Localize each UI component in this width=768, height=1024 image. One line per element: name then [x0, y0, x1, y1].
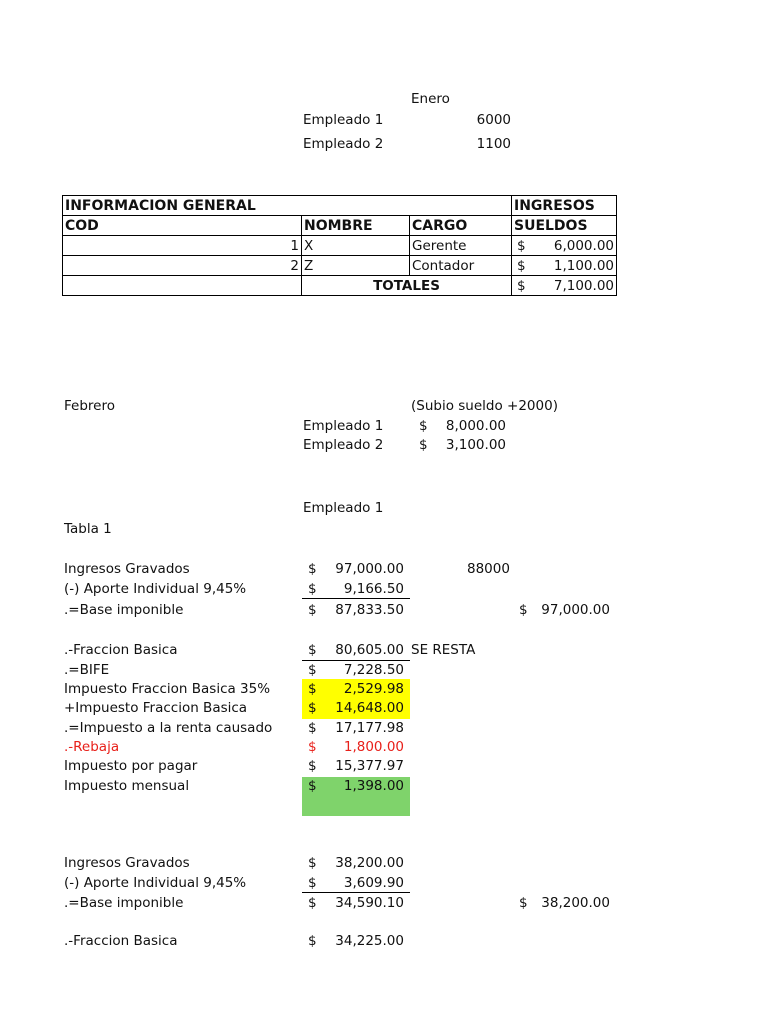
tabla-label: Tabla 1 — [64, 521, 112, 537]
rebaja-value: 1,800.00 — [343, 739, 404, 755]
currency-symbol: $ — [419, 418, 428, 434]
causado-amount — [308, 720, 404, 736]
currency-symbol: $ — [308, 895, 317, 911]
aporte-value: 9,166.50 — [343, 581, 404, 597]
informacion-general-table — [62, 195, 617, 296]
currency-symbol: $ — [308, 700, 317, 716]
fraccion-amount-2 — [308, 933, 404, 949]
fraccion-value: 80,605.00 — [335, 642, 404, 658]
currency-symbol: $ — [308, 758, 317, 774]
febrero-value-2: 3,100.00 — [445, 437, 506, 453]
plus-imp-label: +Impuesto Fraccion Basica — [64, 700, 248, 716]
currency-symbol: $ — [519, 895, 528, 911]
bife-value: 7,228.50 — [343, 662, 404, 678]
febrero-amount-1 — [419, 418, 506, 434]
plus-imp-value: 14,648.00 — [335, 700, 404, 716]
febrero-label-2: Empleado 2 — [303, 437, 384, 453]
header-cargo: CARGO — [410, 216, 512, 236]
fraccion-amount — [308, 642, 404, 658]
ingresos-value-2: 38,200.00 — [335, 855, 404, 871]
rebaja-amount — [308, 739, 404, 755]
imp-frac-value: 2,529.98 — [343, 681, 404, 697]
pagar-value: 15,377.97 — [335, 758, 404, 774]
base-value: 87,833.50 — [335, 602, 404, 618]
base-side-value-2: 38,200.00 — [541, 895, 610, 911]
febrero-title: Febrero — [64, 398, 115, 414]
totales-label: TOTALES — [302, 276, 512, 296]
enero-value-1: 6000 — [476, 112, 511, 128]
cell-cargo: Gerente — [410, 236, 512, 256]
base-amount — [308, 602, 404, 618]
currency-symbol: $ — [308, 933, 317, 949]
pagar-amount — [308, 758, 404, 774]
header-sueldos: SUELDOS — [512, 216, 617, 236]
aporte-value-2: 3,609.90 — [343, 875, 404, 891]
febrero-value-1: 8,000.00 — [445, 418, 506, 434]
cell-cod: 2 — [63, 256, 302, 276]
table-header-row-1 — [63, 196, 617, 216]
ingresos-label-2: Ingresos Gravados — [64, 855, 190, 871]
imp-frac-amount — [308, 681, 404, 697]
base-side-amount — [519, 602, 610, 618]
enero-label-1: Empleado 1 — [303, 112, 384, 128]
cell-nombre: X — [302, 236, 410, 256]
currency-symbol: $ — [517, 237, 526, 254]
pagar-label: Impuesto por pagar — [64, 758, 198, 774]
ingresos-note: 88000 — [467, 561, 510, 577]
febrero-label-1: Empleado 1 — [303, 418, 384, 434]
enero-title: Enero — [411, 91, 450, 107]
cell-nombre: Z — [302, 256, 410, 276]
calc-employee: Empleado 1 — [303, 500, 384, 516]
currency-symbol: $ — [519, 602, 528, 618]
mensual-amount — [308, 778, 404, 794]
header-informacion-general: INFORMACION GENERAL — [63, 196, 512, 216]
currency-symbol: $ — [308, 778, 317, 794]
fraccion-value-2: 34,225.00 — [335, 933, 404, 949]
base-amount-2 — [308, 895, 404, 911]
underline-aporte — [302, 598, 410, 599]
aporte-label-2: (-) Aporte Individual 9,45% — [64, 875, 247, 891]
ingresos-value: 97,000.00 — [335, 561, 404, 577]
sueldo-value: 6,000.00 — [553, 237, 614, 254]
base-side-value: 97,000.00 — [541, 602, 610, 618]
aporte-label: (-) Aporte Individual 9,45% — [64, 581, 247, 597]
currency-symbol: $ — [517, 257, 526, 274]
rebaja-label: .-Rebaja — [64, 739, 120, 755]
causado-value: 17,177.98 — [335, 720, 404, 736]
currency-symbol: $ — [308, 561, 317, 577]
cell-sueldo — [512, 256, 617, 276]
currency-symbol: $ — [308, 581, 317, 597]
currency-symbol: $ — [517, 277, 526, 294]
ingresos-amount-2 — [308, 855, 404, 871]
enero-label-2: Empleado 2 — [303, 136, 384, 152]
causado-label: .=Impuesto a la renta causado — [64, 720, 273, 736]
underline-aporte-2 — [302, 892, 410, 893]
plus-imp-amount — [308, 700, 404, 716]
currency-symbol: $ — [308, 739, 317, 755]
ingresos-amount — [308, 561, 404, 577]
currency-symbol: $ — [308, 875, 317, 891]
fraccion-label-2: .-Fraccion Basica — [64, 933, 178, 949]
fraccion-label: .-Fraccion Basica — [64, 642, 178, 658]
bife-label: .=BIFE — [64, 662, 110, 678]
table-row — [63, 236, 617, 256]
header-nombre: NOMBRE — [302, 216, 410, 236]
cell-cargo: Contador — [410, 256, 512, 276]
base-side-amount-2 — [519, 895, 610, 911]
currency-symbol: $ — [308, 681, 317, 697]
base-label-2: .=Base imponible — [64, 895, 184, 911]
underline-fraccion — [302, 660, 410, 661]
bife-amount — [308, 662, 404, 678]
febrero-amount-2 — [419, 437, 506, 453]
aporte-amount-2 — [308, 875, 404, 891]
mensual-value: 1,398.00 — [343, 778, 404, 794]
imp-frac-label: Impuesto Fraccion Basica 35% — [64, 681, 271, 697]
base-label: .=Base imponible — [64, 602, 184, 618]
cell-cod: 1 — [63, 236, 302, 256]
currency-symbol: $ — [308, 720, 317, 736]
header-ingresos: INGRESOS — [512, 196, 617, 216]
cell-sueldo — [512, 236, 617, 256]
table-row — [63, 256, 617, 276]
sueldo-value: 1,100.00 — [553, 257, 614, 274]
ingresos-label: Ingresos Gravados — [64, 561, 190, 577]
currency-symbol: $ — [308, 662, 317, 678]
currency-symbol: $ — [308, 602, 317, 618]
currency-symbol: $ — [419, 437, 428, 453]
base-value-2: 34,590.10 — [335, 895, 404, 911]
currency-symbol: $ — [308, 642, 317, 658]
header-cod: COD — [63, 216, 302, 236]
table-header-row-2 — [63, 216, 617, 236]
total-value: 7,100.00 — [553, 277, 614, 294]
fraccion-note: SE RESTA — [411, 642, 476, 658]
febrero-note: (Subio sueldo +2000) — [411, 398, 558, 414]
cell-total — [512, 276, 617, 296]
mensual-label: Impuesto mensual — [64, 778, 190, 794]
currency-symbol: $ — [308, 855, 317, 871]
aporte-amount — [308, 581, 404, 597]
cell-empty — [63, 276, 302, 296]
table-totals-row — [63, 276, 617, 296]
enero-value-2: 1100 — [476, 136, 511, 152]
